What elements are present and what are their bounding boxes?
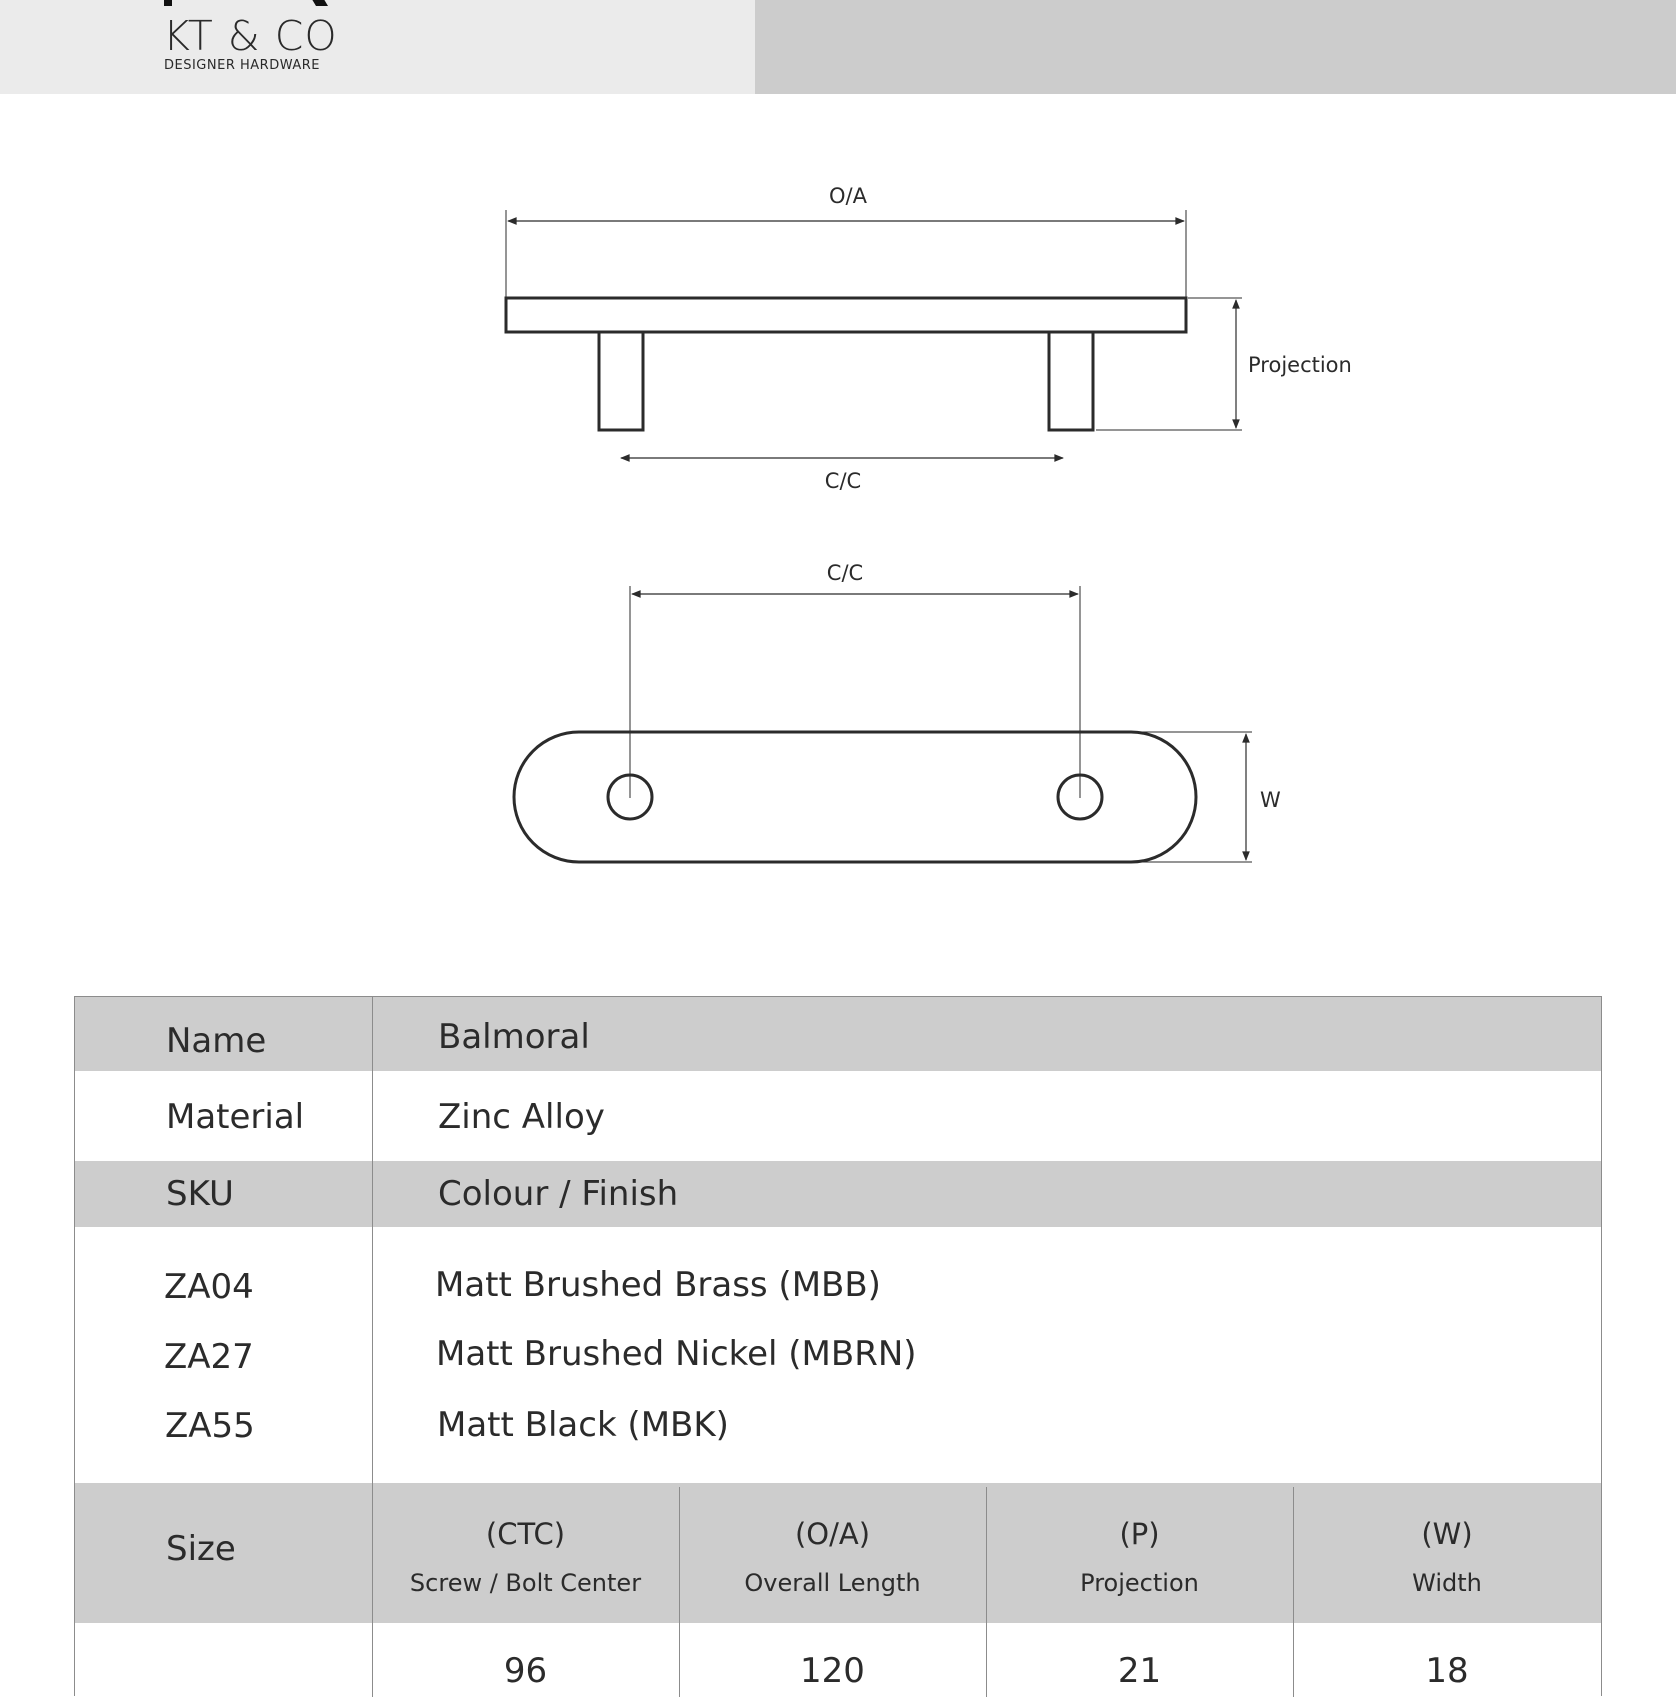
material-value: Zinc Alloy xyxy=(438,1097,605,1137)
size-label: Size xyxy=(166,1529,236,1569)
handle-outline xyxy=(514,732,1196,862)
size-value: 21 xyxy=(1117,1651,1162,1691)
handle-post-left xyxy=(599,332,643,430)
spec-table xyxy=(74,996,1602,1696)
sku-label: SKU xyxy=(166,1174,234,1214)
width-label: W xyxy=(1260,788,1281,812)
side-view xyxy=(506,210,1242,458)
size-value: 120 xyxy=(800,1651,865,1691)
size-value-oa xyxy=(679,1651,986,1691)
size-value: 96 xyxy=(503,1651,548,1691)
material-label: Material xyxy=(166,1097,305,1137)
size-column-ctc xyxy=(372,1517,679,1597)
row-sku-header xyxy=(75,1161,1601,1227)
top-view xyxy=(514,586,1252,862)
size-column-oa xyxy=(679,1517,986,1597)
oa-label: O/A xyxy=(829,184,867,208)
brand-tagline: DESIGNER HARDWARE xyxy=(164,58,320,73)
handle-bar xyxy=(506,298,1186,332)
size-column-code: (O/A) xyxy=(794,1517,871,1551)
size-value-width xyxy=(1293,1651,1601,1691)
size-column-width xyxy=(1293,1517,1601,1597)
name-value: Balmoral xyxy=(438,1017,590,1057)
variant-finish: Matt Black (MBK) xyxy=(437,1405,729,1445)
variant-sku: ZA27 xyxy=(164,1337,254,1377)
name-label: Name xyxy=(166,1021,267,1061)
variant-sku: ZA04 xyxy=(164,1267,254,1307)
size-value-ctc xyxy=(372,1651,679,1691)
variant-finish: Matt Brushed Nickel (MBRN) xyxy=(436,1334,917,1374)
size-column-code: (P) xyxy=(1119,1517,1160,1551)
finish-label: Colour / Finish xyxy=(438,1174,679,1214)
size-column-code: (W) xyxy=(1421,1517,1473,1551)
size-column-desc: Width xyxy=(1412,1569,1482,1597)
row-name xyxy=(75,997,1601,1071)
size-value-projection xyxy=(986,1651,1293,1691)
size-value: 18 xyxy=(1425,1651,1469,1691)
top-cc-label: C/C xyxy=(826,561,864,585)
brand-name: KT & CO xyxy=(163,12,338,60)
size-column-projection xyxy=(986,1517,1293,1597)
projection-label: Projection xyxy=(1248,353,1352,377)
size-column-desc: Screw / Bolt Center xyxy=(409,1569,642,1597)
size-column-desc: Projection xyxy=(1080,1569,1199,1597)
size-column-code: (CTC) xyxy=(485,1517,566,1551)
variant-sku: ZA55 xyxy=(165,1406,255,1446)
handle-post-right xyxy=(1049,332,1093,430)
size-column-desc: Overall Length xyxy=(744,1569,921,1597)
side-cc-label: C/C xyxy=(824,469,862,493)
variant-finish: Matt Brushed Brass (MBB) xyxy=(435,1265,881,1305)
